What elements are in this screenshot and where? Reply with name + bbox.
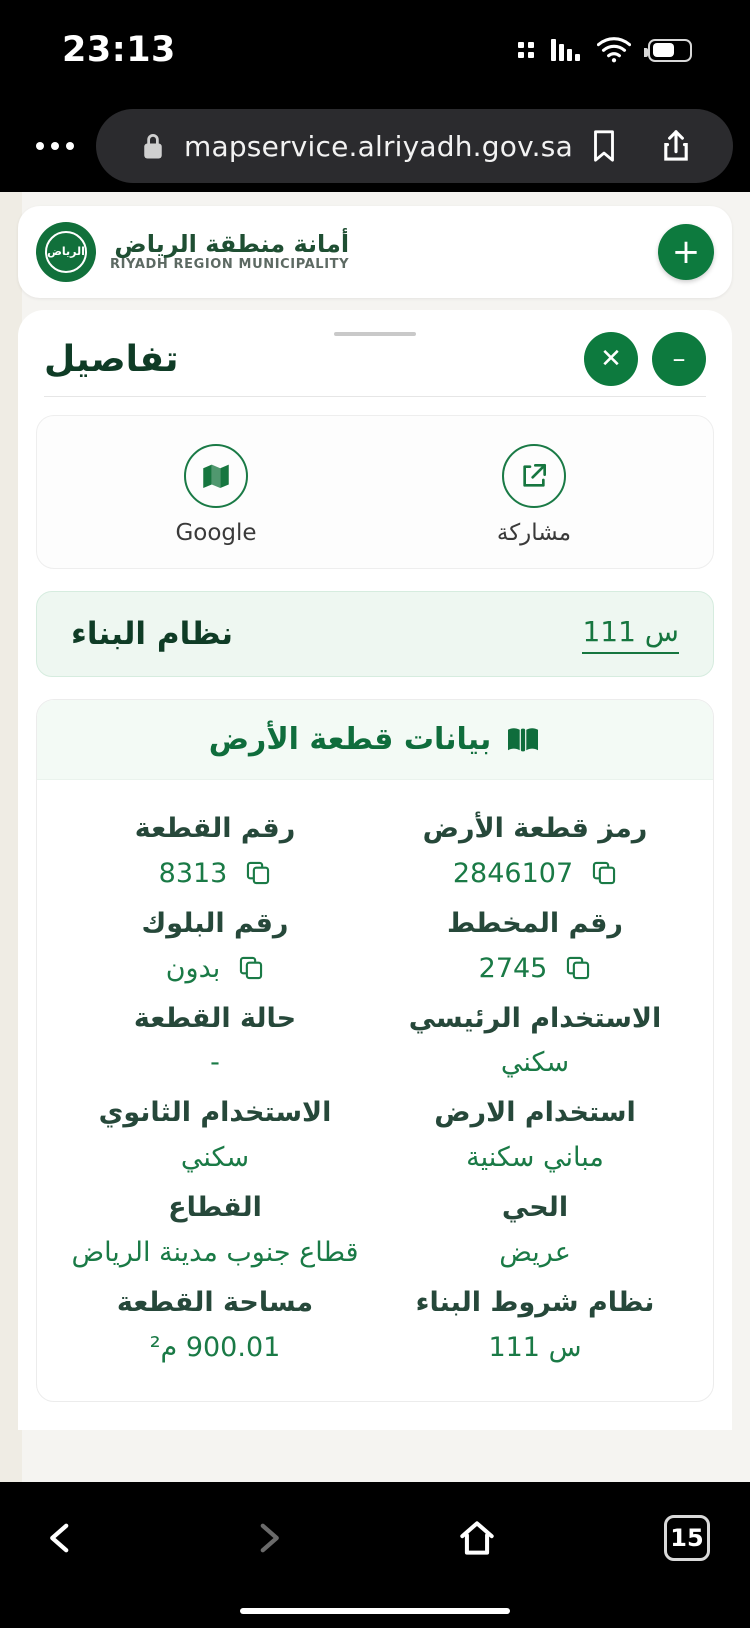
field-11-label: نظام شروط البناء (415, 1286, 655, 1318)
url-text: mapservice.alriyadh.gov.sa (184, 129, 573, 163)
status-time: 23:13 (62, 30, 176, 70)
wifi-icon (597, 37, 631, 63)
webpage-viewport (0, 192, 750, 1482)
field-10-value: 900.01 م² (149, 1331, 281, 1363)
field-8 (55, 1183, 375, 1276)
share-action[interactable] (444, 444, 624, 546)
build-system-value[interactable]: س 111 (582, 615, 679, 654)
field-7-label: استخدام الارض (434, 1097, 636, 1129)
field-9-value: عريض (499, 1236, 571, 1268)
field-1 (375, 804, 695, 897)
share-icon[interactable] (645, 115, 707, 177)
back-chevron-icon[interactable] (247, 1517, 289, 1559)
home-icon[interactable] (455, 1516, 499, 1560)
field-5-value: سكني (500, 1047, 570, 1079)
page-title: تفاصيل (44, 338, 179, 380)
close-icon[interactable] (743, 115, 750, 177)
google-maps-action[interactable] (126, 444, 306, 546)
field-4 (55, 994, 375, 1087)
municipality-emblem-icon (36, 222, 96, 282)
copy-icon[interactable] (591, 860, 617, 886)
field-3-label: رقم المخطط (447, 907, 623, 939)
share-label: مشاركة (496, 520, 572, 546)
field-9 (375, 1183, 695, 1276)
details-sheet (18, 310, 732, 1430)
field-3 (375, 899, 695, 992)
field-10 (55, 1278, 375, 1371)
field-0-label: رقم القطعة (134, 813, 296, 844)
field-1-value: 2846107 (452, 857, 574, 889)
signal-icon (551, 39, 580, 61)
build-system-label: نظام البناء (71, 616, 234, 652)
copy-icon[interactable] (565, 955, 591, 981)
status-icons (518, 37, 692, 63)
municipality-title-ar: أمانة منطقة الرياض (114, 229, 350, 258)
sheet-scroll-area[interactable] (18, 397, 732, 1430)
field-11 (375, 1278, 695, 1371)
add-button[interactable]: + (658, 224, 714, 280)
field-11-value: س 111 (488, 1331, 582, 1363)
home-indicator (0, 1594, 750, 1628)
field-8-value: قطاع جنوب مدينة الرياض (71, 1236, 359, 1268)
field-5 (375, 994, 695, 1087)
municipality-logo (36, 222, 349, 282)
build-system-row[interactable] (36, 591, 714, 677)
lock-icon (122, 115, 184, 177)
field-8-label: القطاع (168, 1192, 262, 1223)
municipality-emblem-text: الرياض (45, 231, 87, 273)
field-6-value: سكني (180, 1142, 250, 1173)
field-9-label: الحي (501, 1192, 569, 1223)
bookmark-icon[interactable] (573, 115, 635, 177)
field-6-label: الاستخدام الثانوي (98, 1097, 332, 1129)
field-6 (55, 1088, 375, 1181)
field-4-label: حالة القطعة (133, 1002, 297, 1034)
municipality-title-en: RIYADH REGION MUNICIPALITY (110, 257, 350, 273)
field-4-value: - (210, 1047, 220, 1079)
battery-icon (648, 39, 692, 62)
field-2-value: بدون (165, 952, 221, 984)
field-5-label: الاستخدام الرئيسي (408, 1002, 662, 1034)
google-maps-label: Google (175, 520, 257, 546)
field-0-value: 8313 (158, 857, 228, 889)
close-sheet-button[interactable]: ✕ (584, 332, 638, 386)
field-3-value: 2745 (478, 952, 548, 984)
land-data-header (37, 700, 713, 780)
sheet-header (18, 322, 732, 396)
field-0 (55, 804, 375, 897)
field-7-value: مباني سكنية (466, 1142, 604, 1173)
field-10-label: مساحة القطعة (116, 1286, 314, 1318)
minimize-sheet-button[interactable]: – (652, 332, 706, 386)
google-maps-icon (184, 444, 248, 508)
map-book-icon (505, 725, 541, 755)
share-icon (502, 444, 566, 508)
more-options-icon[interactable] (24, 115, 86, 177)
url-bar[interactable] (96, 109, 733, 183)
field-2 (55, 899, 375, 992)
browser-bottom-bar (0, 1482, 750, 1594)
land-data-card (36, 699, 714, 1402)
actions-card (36, 415, 714, 569)
signal-dots-icon (518, 42, 534, 58)
field-1-label: رمز قطعة الأرض (422, 813, 648, 844)
land-data-title: بيانات قطعة الأرض (208, 722, 492, 757)
copy-icon[interactable] (238, 955, 264, 981)
field-2-label: رقم البلوك (141, 907, 289, 939)
copy-icon[interactable] (245, 860, 271, 886)
land-data-grid (37, 780, 713, 1401)
status-bar (0, 0, 750, 100)
tab-count-button[interactable]: 15 (664, 1515, 710, 1561)
browser-toolbar (0, 100, 750, 192)
field-7 (375, 1088, 695, 1181)
municipality-header (18, 206, 732, 298)
forward-chevron-icon[interactable] (40, 1517, 82, 1559)
